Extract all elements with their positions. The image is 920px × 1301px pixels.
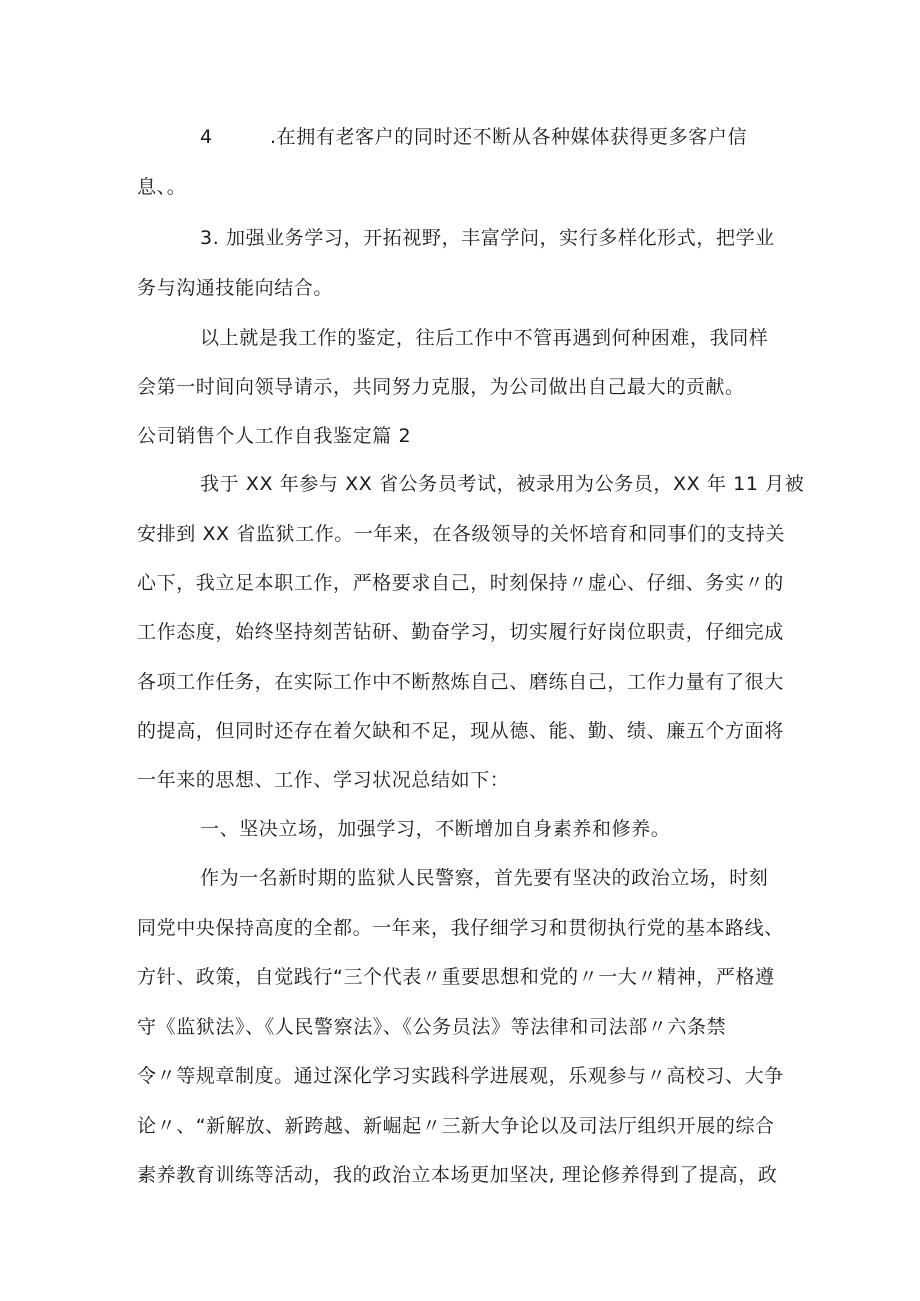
- intro-line: 工作态度，始终坚持刻苦钻研、勤奋学习，切实履行好岗位职责，仔细完成: [137, 621, 784, 643]
- item-4-number: 4: [200, 126, 213, 148]
- item-3-line-1: 3. 加强业务学习，开拓视野，丰富学问，实行多样化形式，把学业: [200, 227, 775, 249]
- item-4-text: .在拥有老客户的同时还不断从各种媒体获得更多客户信: [270, 126, 748, 148]
- intro-line: 的提高，但同时还存在着欠缺和不足，现从德、能、勤、绩、廉五个方面将: [137, 720, 784, 742]
- body-line: 论〃、“新解放、新跨越、新崛起〃三新大争论以及司法厅组织开展的综合: [137, 1115, 775, 1137]
- body-line: 作为一名新时期的监狱人民警察，首先要有坚决的政治立场，时刻: [200, 867, 769, 889]
- item-3-line-2: 务与沟通技能向结合。: [137, 277, 334, 299]
- section-title: 公司销售个人工作自我鉴定篇 2: [137, 425, 412, 447]
- closing-line-2: 会第一时间向领导请示，共同努力克服，为公司做出自己最大的贡献。: [137, 376, 745, 398]
- body-line: 守《监狱法》、《人民警察法》、《公务员法》等法律和司法部〃六条禁: [137, 1016, 727, 1038]
- intro-line: 一年来的思想、工作、学习状况总结如下：: [137, 769, 510, 791]
- intro-line: 各项工作任务，在实际工作中不断熬炼自己、磨练自己，工作力量有了很大: [137, 671, 784, 693]
- item-4-line-2: 息、。: [137, 176, 187, 198]
- intro-line: 我于 XX 年参与 XX 省公务员考试，被录用为公务员，XX 年 11 月被: [200, 473, 805, 495]
- body-line: 同党中央保持高度的全都。一年来，我仔细学习和贯彻执行党的基本路线、: [137, 917, 784, 939]
- intro-line: 心下，我立足本职工作，严格要求自己，时刻保持〃虚心、仔细、务实〃的: [137, 572, 784, 594]
- item-4-line-1: [200, 125, 747, 149]
- point-1-heading: 一、坚决立场，加强学习，不断增加自身素养和修养。: [200, 818, 671, 840]
- body-line: 令〃等规章制度。通过深化学习实践科学进展观，乐观参与〃高校习、大争: [137, 1065, 784, 1087]
- intro-line: 安排到 XX 省监狱工作。一年来，在各级领导的关怀培育和同事们的支持关: [137, 523, 786, 545]
- body-line: 素养教育训练等活动，我的政治立本场更加坚决, 理论修养得到了提高，政: [137, 1164, 778, 1186]
- body-line: 方针、政策，自觉践行“三个代表〃重要思想和党的〃一大〃精神，严格遵: [137, 966, 775, 988]
- closing-line-1: 以上就是我工作的鉴定，往后工作中不管再遇到何种困难，我同样: [200, 327, 769, 349]
